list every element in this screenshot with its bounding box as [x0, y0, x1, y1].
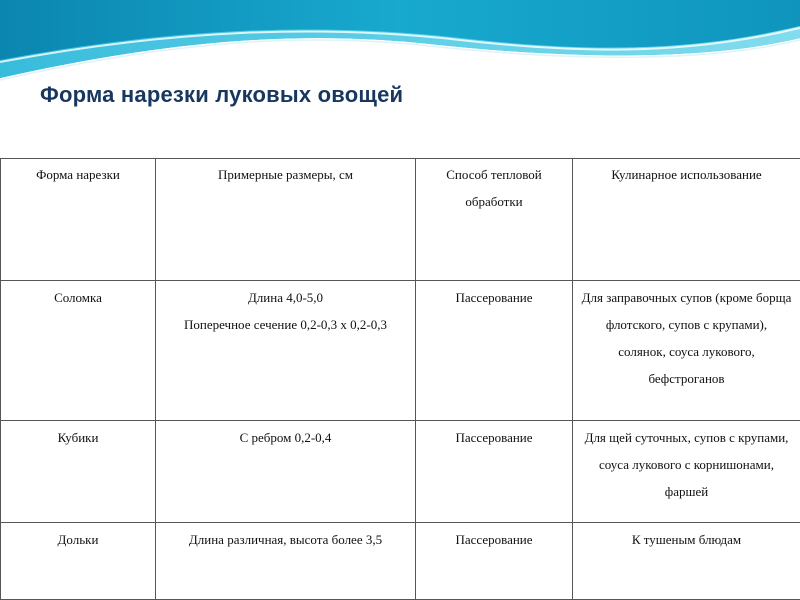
table-row: [1, 522, 800, 600]
cell-shape: Кубики: [1, 420, 156, 522]
cell-method: Пассерование: [416, 420, 573, 522]
size-line: Поперечное сечение 0,2-0,3 х 0,2-0,3: [183, 317, 387, 332]
slide-title: Форма нарезки луковых овощей: [40, 82, 404, 107]
header-method: Способ тепловой обработки: [416, 159, 573, 281]
header-size: Примерные размеры, см: [156, 159, 416, 281]
cell-usage: К тушеным блюдам: [573, 522, 800, 600]
size-line: Длина 4,0-5,0: [247, 290, 324, 305]
header-shape: Форма нарезки: [1, 159, 156, 281]
cell-usage: Для щей суточных, супов с крупами, соуса лукового с корнишонами, фаршей: [573, 420, 800, 522]
cell-method: Пассерование: [416, 281, 573, 421]
header-wave-banner: [0, 0, 800, 90]
size-line: С ребром 0,2-0,4: [239, 429, 332, 445]
cell-shape: Соломка: [1, 281, 156, 421]
cell-method: Пассерование: [416, 522, 573, 600]
cell-usage: Для заправочных супов (кроме борща флотского, супов с крупами), солянок, соуса лукового, бефстроганов: [573, 281, 800, 421]
onion-cutting-table: [0, 158, 800, 600]
table-row: [1, 420, 800, 522]
cell-size: [156, 420, 416, 522]
table-row: [1, 281, 800, 421]
cell-size: [156, 281, 416, 421]
cell-shape: Дольки: [1, 522, 156, 600]
cell-size: [156, 522, 416, 600]
size-line: Длина различная, высота более 3,5: [188, 531, 383, 547]
header-usage: Кулинарное использование: [573, 159, 800, 281]
table-header-row: [1, 159, 800, 281]
